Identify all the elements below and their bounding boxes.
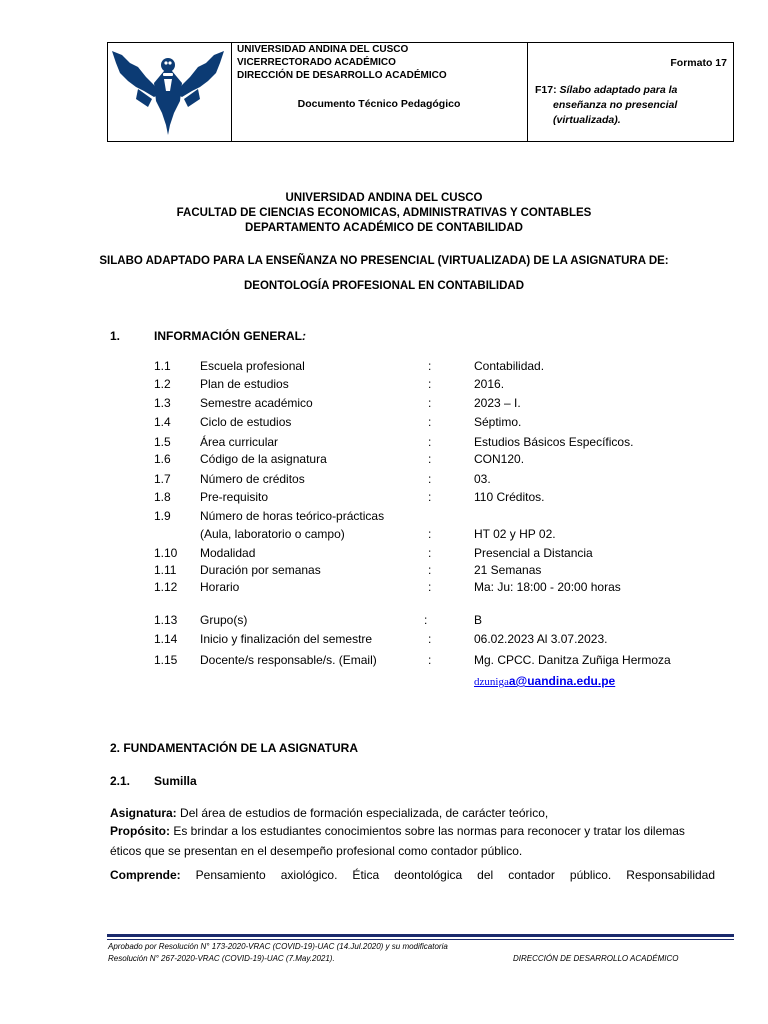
section2-1-title: Sumilla [154,774,197,788]
info-row-value: CON120. [474,452,525,466]
info-row [154,580,714,596]
format-title-line2: enseñanza no presencial [553,99,678,111]
info-row-value: Séptimo. [474,415,522,429]
info-row-label: Número de horas teórico-prácticas [200,509,385,523]
info-row [154,653,714,669]
info-row-separator: : [428,415,432,429]
footer-approval-line1: Aprobado por Resolución N° 173-2020-VRAC (COVID-19)-UAC (14.Jul.2020) y su modificatoria [108,942,448,951]
info-row-number: 1.12 [154,580,178,594]
info-row-separator: : [428,435,432,449]
direccion: DIRECCIÓN DE DESARROLLO ACADÉMICO [237,70,447,81]
info-row [154,563,714,579]
info-row-separator: : [428,546,432,560]
info-row [154,613,714,629]
info-row-number: 1.6 [154,452,171,466]
info-row-value: Ma: Ju: 18:00 - 20:00 horas [474,580,621,594]
footer-approval-line2: Resolución N° 267-2020-VRAC (COVID-19)-UAC (7.May.2021). [108,954,335,963]
info-row-number: 1.13 [154,613,178,627]
info-row-separator: : [428,472,432,486]
info-row-label: Inicio y finalización del semestre [200,632,373,646]
format-code: F17: [535,84,557,96]
email-user[interactable]: dzuniga [474,676,509,688]
info-row [154,632,714,648]
info-row-label: Duración por semanas [200,563,321,577]
section1-title-text: INFORMACIÓN GENERAL [154,329,302,343]
info-row-number: 1.2 [154,377,171,391]
info-row-separator: : [428,632,432,646]
info-row-value: 110 Créditos. [474,490,545,504]
info-row-separator: : [428,377,432,391]
info-row-value: Presencial a Distancia [474,546,593,560]
info-row [154,435,714,451]
comprende-label: Comprende: [110,868,181,882]
asignatura-label: Asignatura: [110,806,177,820]
info-row-number: 1.7 [154,472,171,486]
format-number: Formato 17 [670,57,727,69]
info-row-value: 03. [474,472,491,486]
info-row-number: 1.3 [154,396,171,410]
section1-title-colon: : [302,329,306,343]
info-row-value: 2023 – I. [474,396,521,410]
info-row-label: Grupo(s) [200,613,248,627]
info-row-label: Área curricular [200,435,279,449]
info-row [154,415,714,431]
info-row [154,396,714,412]
info-row-separator: : [428,359,432,373]
info-row-label: Código de la asignatura [200,452,327,466]
email-domain[interactable]: a@uandina.edu.pe [508,674,616,688]
info-row-value: Contabilidad. [474,359,545,373]
section2-title: 2. FUNDAMENTACIÓN DE LA ASIGNATURA [110,741,358,755]
faculty-title: FACULTAD DE CIENCIAS ECONOMICAS, ADMINISTRATIVAS Y CONTABLES [176,207,592,219]
footer-direction: DIRECCIÓN DE DESARROLLO ACADÉMICO [513,954,679,963]
info-row [154,377,714,393]
info-row [154,359,714,375]
info-row [154,490,714,506]
info-row-number: 1.14 [154,632,178,646]
info-row-value: Estudios Básicos Específicos. [474,435,634,449]
section1-number: 1. [110,329,121,343]
info-row-number: 1.8 [154,490,171,504]
info-row-separator: : [428,653,432,667]
footer-rule-thin [107,939,734,940]
info-row-label: (Aula, laboratorio o campo) [200,527,345,541]
info-row-label: Modalidad [200,546,256,560]
format-description [535,83,715,128]
teacher-email[interactable] [474,674,615,688]
proposito-label: Propósito: [110,824,170,838]
info-row-label: Plan de estudios [200,377,289,391]
proposito-paragraph [110,822,715,840]
info-row-number: 1.11 [154,563,177,577]
info-row-number: 1.1 [154,359,171,373]
asignatura-text: Del área de estudios de formación especializada, de carácter teórico, [176,806,549,820]
info-row [154,472,714,488]
department-title: DEPARTAMENTO ACADÉMICO DE CONTABILIDAD [245,222,523,234]
info-row [154,452,714,468]
info-row-label: Número de créditos [200,472,305,486]
info-row-number: 1.10 [154,546,178,560]
info-row-label: Pre-requisito [200,490,269,504]
proposito-text: Es brindar a los estudiantes conocimientos sobre las normas para reconocer y tratar los dilemas [170,824,685,838]
info-row [154,527,714,543]
syllabus-title: SILABO ADAPTADO PARA LA ENSEÑANZA NO PRESENCIAL (VIRTUALIZADA) DE LA ASIGNATURA DE: [99,255,669,267]
info-row-separator: : [428,580,432,594]
format-title-line1: Sílabo adaptado para la [559,84,678,96]
document-header [107,42,734,142]
info-row-label: Ciclo de estudios [200,415,292,429]
info-row-label: Escuela profesional [200,359,305,373]
info-row-value: Mg. CPCC. Danitza Zuñiga Hermoza [474,653,671,667]
asignatura-paragraph [110,804,715,822]
info-row-number: 1.15 [154,653,178,667]
footer-rule-thick [107,934,734,937]
info-row-separator: : [428,563,432,577]
info-row-separator: : [428,396,432,410]
info-row-separator: : [428,527,432,541]
info-row-label: Horario [200,580,240,594]
university-title: UNIVERSIDAD ANDINA DEL CUSCO [285,192,483,204]
info-row [154,546,714,562]
logo-cell [108,43,232,141]
info-row-value: 06.02.2023 Al 3.07.2023. [474,632,608,646]
info-row-number: 1.9 [154,509,171,523]
info-row-separator: : [428,452,432,466]
info-row-label: Docente/s responsable/s. (Email) [200,653,377,667]
section1-title [154,329,306,343]
proposito-paragraph-cont: éticos que se presentan en el desempeño profesional como contador público. [110,844,523,858]
comprende-text: Pensamiento axiológico. Ética deontológica del contador público. Responsabilidad [180,868,715,882]
info-row-value: 21 Semanas [474,563,542,577]
institution-name: UNIVERSIDAD ANDINA DEL CUSCO [237,44,409,55]
vicerrectorado: VICERRECTORADO ACADÉMICO [237,57,396,68]
document-type: Documento Técnico Pedagógico [297,98,461,110]
info-row-number: 1.5 [154,435,171,449]
comprende-paragraph [110,866,715,884]
info-row-number: 1.4 [154,415,171,429]
info-row [154,509,714,525]
info-row-separator: : [424,613,428,627]
section2-1-number: 2.1. [110,774,131,788]
format-title-line3: (virtualizada). [553,114,621,126]
institution-cell [231,43,528,141]
format-cell [527,43,733,141]
info-row-separator: : [428,490,432,504]
info-row-value: 2016. [474,377,505,391]
info-row-label: Semestre académico [200,396,313,410]
course-title: DEONTOLOGÍA PROFESIONAL EN CONTABILIDAD [243,280,525,292]
info-row-value: HT 02 y HP 02. [474,527,556,541]
eagle-logo-icon [108,43,228,141]
info-row-value: B [474,613,483,627]
